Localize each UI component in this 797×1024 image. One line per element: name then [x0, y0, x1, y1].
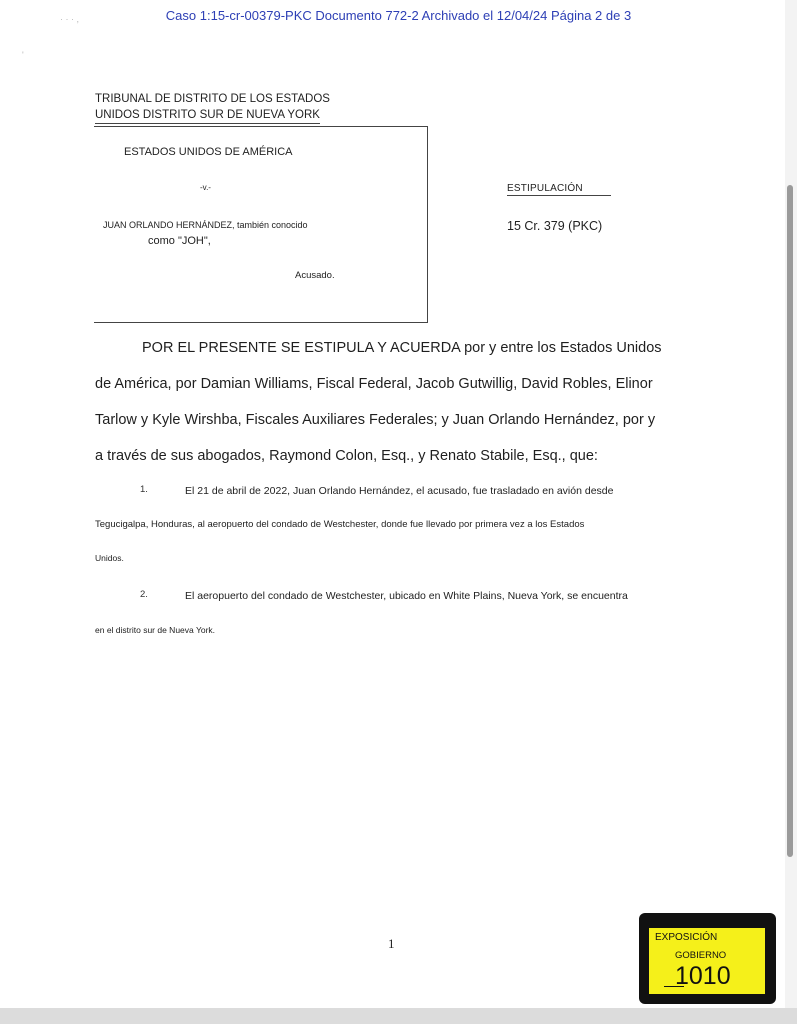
caption-role: Acusado.: [295, 270, 335, 281]
page-number: 1: [388, 936, 395, 951]
caption-defendant-line-1: JUAN ORLANDO HERNÁNDEZ, también conocido: [103, 220, 308, 230]
caption-versus: -v.-: [200, 183, 211, 192]
scrollbar-thumb[interactable]: [787, 185, 793, 857]
paragraph-1-line-3: Unidos.: [95, 553, 124, 563]
paragraph-1-line-2: Tegucigalpa, Honduras, al aeropuerto del condado de Westchester, donde fue llevado por primera vez a los Estados: [95, 519, 585, 530]
viewer-bottom-edge: [0, 1008, 797, 1024]
caption-plaintiff: ESTADOS UNIDOS DE AMÉRICA: [124, 146, 293, 158]
intro-line-2: de América, por Damian Williams, Fiscal Federal, Jacob Gutwillig, David Robles, Elinor: [95, 376, 653, 392]
intro-line-3: Tarlow y Kyle Wirshba, Fiscales Auxiliares Federales; y Juan Orlando Hernández, por y: [95, 412, 656, 428]
exhibit-sticker-line-1: EXPOSICIÓN: [655, 932, 718, 943]
caption-defendant-line-2: como "JOH",: [148, 235, 211, 247]
vertical-scrollbar[interactable]: [785, 0, 797, 1008]
paragraph-2-line-1: El aeropuerto del condado de Westchester, ubicado en White Plains, Nueva York, se encuentra: [185, 590, 628, 602]
scan-speck: ': [22, 50, 24, 60]
exhibit-number: 1010: [675, 962, 731, 990]
paragraph-1-line-1: El 21 de abril de 2022, Juan Orlando Hernández, el acusado, fue trasladado en avión desde: [185, 485, 614, 497]
filing-header: Caso 1:15-cr-00379-PKC Documento 772-2 Archivado el 12/04/24 Página 2 de 3: [165, 8, 632, 23]
paragraph-2-number: 2.: [140, 589, 148, 600]
court-name-line-2: UNIDOS DISTRITO SUR DE NUEVA YORK: [95, 107, 320, 124]
intro-line-1: POR EL PRESENTE SE ESTIPULA Y ACUERDA por y entre los Estados Unidos: [142, 340, 662, 356]
paragraph-1-number: 1.: [140, 484, 148, 495]
paragraph-2-line-2: en el distrito sur de Nueva York.: [95, 625, 216, 635]
scan-speck: · · · ,: [60, 14, 79, 24]
intro-line-4: a través de sus abogados, Raymond Colon, Esq., y Renato Stabile, Esq., que:: [95, 448, 598, 464]
exhibit-sticker-line-2: GOBIERNO: [675, 950, 727, 961]
case-number: 15 Cr. 379 (PKC): [507, 219, 603, 233]
exhibit-sticker: [639, 913, 776, 1004]
court-name-line-1: TRIBUNAL DE DISTRITO DE LOS ESTADOS: [95, 93, 330, 105]
document-title: ESTIPULACIÓN: [507, 183, 611, 196]
case-caption-box: [94, 126, 428, 323]
exhibit-sticker-label: [649, 928, 765, 994]
court-name: [95, 91, 330, 124]
